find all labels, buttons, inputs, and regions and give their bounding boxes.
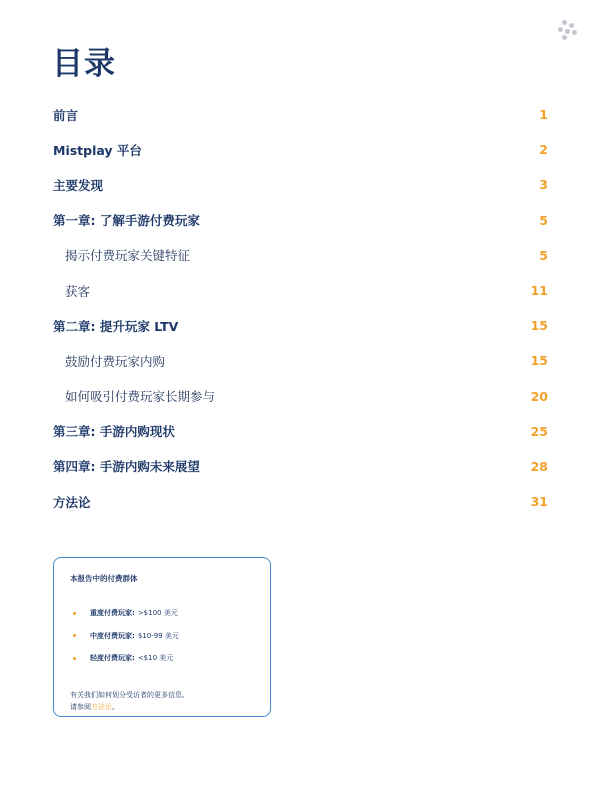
segment-label: 重度付费玩家: — [90, 609, 135, 618]
toc-entry-label: 鼓励付费玩家内购 — [65, 353, 166, 369]
toc-chapter-entry[interactable] — [53, 97, 548, 132]
list-item — [70, 647, 255, 670]
toc-section-entry[interactable] — [53, 379, 548, 414]
toc-section-entry[interactable] — [53, 273, 548, 308]
segment-value: <$10 美元 — [137, 654, 174, 663]
toc-entry-label: 第二章: 提升玩家 LTV — [53, 318, 179, 334]
note-suffix: 。 — [112, 703, 119, 711]
bullet-dot-icon — [73, 634, 76, 637]
toc-chapter-entry[interactable] — [53, 414, 548, 449]
segment-value: $10-99 美元 — [137, 631, 179, 640]
methodology-link[interactable]: 方法论 — [91, 703, 112, 711]
segment-label: 轻度付费玩家: — [90, 654, 135, 663]
list-item — [70, 602, 255, 625]
toc-entry-label: 前言 — [53, 107, 79, 123]
toc-entry-label: Mistplay 平台 — [53, 142, 142, 158]
toc-page-number: 20 — [530, 388, 548, 404]
toc-page-number: 2 — [539, 142, 548, 158]
payer-segment-list — [70, 602, 255, 670]
toc-page-number: 15 — [530, 318, 548, 334]
toc-chapter-entry[interactable] — [53, 132, 548, 167]
note-prefix: 请参阅 — [70, 703, 91, 711]
toc-section-entry[interactable] — [53, 343, 548, 378]
toc-entry-label: 第一章: 了解手游付费玩家 — [53, 213, 200, 229]
toc-chapter-entry[interactable] — [53, 203, 548, 238]
toc-page-number: 31 — [530, 494, 548, 510]
bullet-dot-icon — [73, 657, 76, 660]
toc-chapter-entry[interactable] — [53, 449, 548, 484]
note-line-1: 有关我们如何划分受访者的更多信息, — [70, 690, 185, 699]
toc-section-entry[interactable] — [53, 238, 548, 273]
table-of-contents — [53, 97, 548, 519]
page-title: 目录 — [52, 46, 116, 82]
dot-cluster-logo-icon — [556, 20, 582, 42]
infobox-title: 本报告中的付费群体 — [70, 574, 138, 583]
list-item — [70, 625, 255, 648]
toc-chapter-entry[interactable] — [53, 484, 548, 519]
bullet-dot-icon — [73, 612, 76, 615]
toc-page-number: 3 — [539, 177, 548, 193]
toc-entry-label: 揭示付费玩家关键特征 — [65, 248, 191, 264]
toc-entry-label: 第四章: 手游内购未来展望 — [53, 459, 200, 475]
toc-entry-label: 第三章: 手游内购现状 — [53, 424, 175, 440]
toc-page-number: 28 — [530, 458, 548, 474]
toc-page-number: 1 — [539, 107, 548, 123]
infobox-note — [70, 689, 255, 714]
toc-page-number: 15 — [530, 353, 548, 369]
toc-chapter-entry[interactable] — [53, 167, 548, 202]
segment-label: 中度付费玩家: — [90, 631, 135, 640]
payer-segments-infobox — [53, 557, 271, 717]
toc-entry-label: 获客 — [65, 283, 91, 299]
toc-page-number: 11 — [530, 283, 548, 299]
toc-page-number: 5 — [539, 212, 548, 228]
segment-value: >$100 美元 — [137, 609, 178, 618]
toc-entry-label: 方法论 — [53, 494, 91, 510]
toc-page-number: 25 — [530, 423, 548, 439]
toc-entry-label: 主要发现 — [53, 177, 104, 193]
toc-entry-label: 如何吸引付费玩家长期参与 — [65, 389, 216, 405]
toc-page-number: 5 — [539, 247, 548, 263]
toc-chapter-entry[interactable] — [53, 308, 548, 343]
